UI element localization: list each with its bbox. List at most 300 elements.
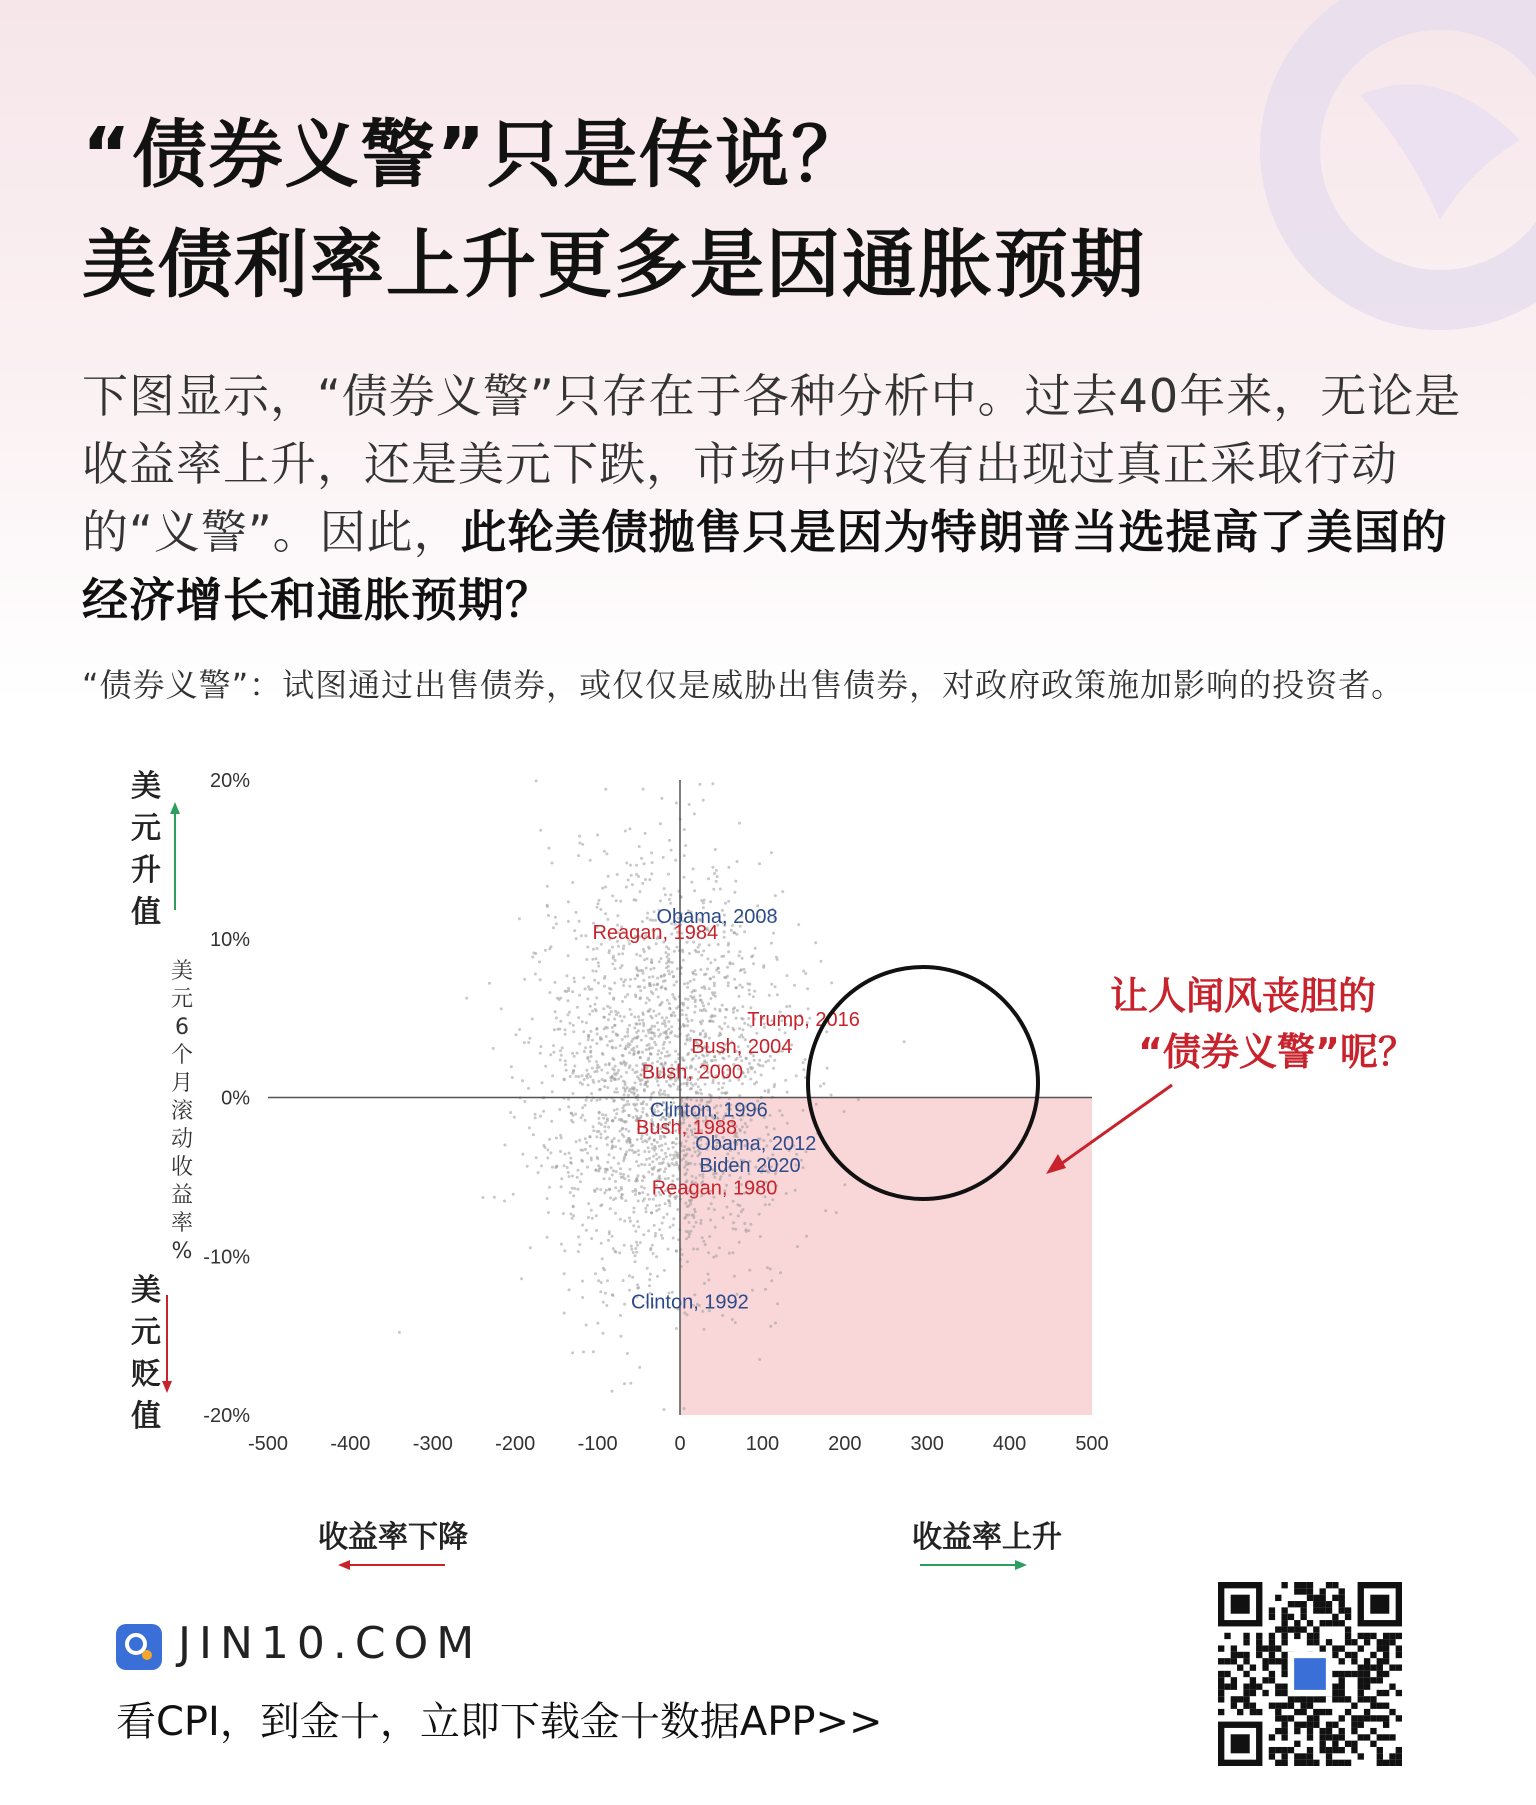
scatter-point	[625, 862, 628, 865]
scatter-point	[616, 1072, 619, 1075]
scatter-point	[713, 984, 716, 987]
scatter-point	[662, 1216, 665, 1219]
scatter-point	[686, 1039, 689, 1042]
scatter-point	[600, 1281, 603, 1284]
scatter-point	[667, 1094, 670, 1097]
scatter-point	[668, 972, 671, 975]
scatter-point	[614, 1065, 617, 1068]
scatter-point	[681, 1253, 684, 1256]
scatter-point	[492, 1047, 495, 1050]
scatter-point	[743, 1222, 746, 1225]
scatter-point	[661, 1022, 664, 1025]
scatter-point	[577, 854, 580, 857]
scatter-point	[653, 1145, 656, 1148]
scatter-point	[668, 1084, 671, 1087]
scatter-point	[742, 1028, 745, 1031]
scatter-point	[686, 982, 689, 985]
scatter-point	[607, 1126, 610, 1129]
scatter-point	[746, 1125, 749, 1128]
x-left-arrowhead	[338, 1560, 350, 1570]
scatter-point	[786, 974, 789, 977]
scatter-point	[602, 1053, 605, 1056]
scatter-point	[535, 1156, 538, 1159]
scatter-point	[599, 908, 602, 911]
scatter-point	[683, 982, 686, 985]
scatter-point	[722, 955, 725, 958]
scatter-point	[843, 1110, 846, 1113]
scatter-point	[604, 1114, 607, 1117]
scatter-point	[617, 1069, 620, 1072]
scatter-point	[576, 1176, 579, 1179]
scatter-point	[743, 971, 746, 974]
scatter-point	[648, 1163, 651, 1166]
scatter-point	[573, 1187, 576, 1190]
scatter-point	[686, 1006, 689, 1009]
scatter-point	[650, 961, 653, 964]
scatter-point	[555, 1017, 558, 1020]
scatter-point	[596, 1099, 599, 1102]
scatter-point	[546, 905, 549, 908]
scatter-point	[539, 829, 542, 832]
scatter-point	[653, 1139, 656, 1142]
scatter-point	[647, 1048, 650, 1051]
scatter-point	[635, 1022, 638, 1025]
scatter-point	[547, 914, 550, 917]
scatter-point	[620, 1188, 623, 1191]
scatter-point	[701, 1236, 704, 1239]
scatter-point	[824, 1209, 827, 1212]
scatter-point	[578, 835, 581, 838]
scatter-point	[731, 1251, 734, 1254]
scatter-point	[611, 1057, 614, 1060]
scatter-point	[564, 1028, 567, 1031]
scatter-point	[633, 1026, 636, 1029]
scatter-point	[659, 822, 662, 825]
scatter-point	[666, 999, 669, 1002]
scatter-point	[830, 1094, 833, 1097]
scatter-point	[754, 947, 757, 950]
scatter-point	[571, 1052, 574, 1055]
scatter-point	[559, 1049, 562, 1052]
x-tick-label: -200	[495, 1433, 536, 1455]
scatter-point	[568, 1011, 571, 1014]
scatter-point	[615, 1170, 618, 1173]
scatter-point	[571, 1351, 574, 1354]
scatter-point	[687, 998, 690, 1001]
scatter-point	[637, 1077, 640, 1080]
scatter-point	[670, 849, 673, 852]
scatter-point	[617, 953, 620, 956]
scatter-point	[635, 1177, 638, 1180]
scatter-point	[668, 1201, 671, 1204]
scatter-point	[748, 1269, 751, 1272]
scatter-point	[709, 900, 712, 903]
scatter-point	[595, 970, 598, 973]
scatter-point	[744, 1122, 747, 1125]
scatter-point	[655, 1204, 658, 1207]
scatter-point	[554, 1010, 557, 1013]
scatter-point	[622, 1135, 625, 1138]
scatter-point	[619, 1015, 622, 1018]
y-top-label: 美 元 升 值	[131, 769, 161, 930]
scatter-point	[784, 1079, 787, 1082]
scatter-point	[621, 1107, 624, 1110]
scatter-point	[682, 1149, 685, 1152]
scatter-point	[595, 1214, 598, 1217]
scatter-point	[645, 1002, 648, 1005]
scatter-point	[626, 993, 629, 996]
scatter-point	[690, 1029, 693, 1032]
scatter-point	[781, 1114, 784, 1117]
scatter-point	[763, 1090, 766, 1093]
scatter-point	[643, 986, 646, 989]
scatter-point	[664, 893, 667, 896]
scatter-point	[709, 1219, 712, 1222]
scatter-point	[638, 1192, 641, 1195]
scatter-point	[748, 989, 751, 992]
y-axis-label: 美 元 6 个 月 滚 动 收 益 率 %	[170, 959, 193, 1264]
scatter-point	[675, 1007, 678, 1010]
x-tick-label: 400	[992, 1433, 1027, 1455]
scatter-point	[651, 992, 654, 995]
scatter-point	[642, 1022, 645, 1025]
scatter-point	[726, 966, 729, 969]
scatter-point	[689, 1230, 692, 1233]
scatter-point	[653, 910, 656, 913]
scatter-point	[694, 1005, 697, 1008]
scatter-point	[554, 1166, 557, 1169]
scatter-point	[650, 1212, 653, 1215]
scatter-point	[665, 1016, 668, 1019]
scatter-point	[584, 1137, 587, 1140]
scatter-point	[652, 1091, 655, 1094]
scatter-point	[647, 1171, 650, 1174]
scatter-point	[610, 1010, 613, 1013]
scatter-point	[551, 1090, 554, 1093]
scatter-point	[686, 986, 689, 989]
scatter-point	[692, 1248, 695, 1251]
scatter-point	[613, 1024, 616, 1027]
scatter-point	[604, 1130, 607, 1133]
scatter-point	[704, 1009, 707, 1012]
scatter-point	[608, 951, 611, 954]
scatter-point	[707, 877, 710, 880]
scatter-point	[601, 1113, 604, 1116]
scatter-point	[612, 998, 615, 1001]
scatter-point	[645, 967, 648, 970]
scatter-point	[611, 1139, 614, 1142]
scatter-point	[663, 1090, 666, 1093]
scatter-point	[605, 1304, 608, 1307]
annotation-label: Obama, 2008	[656, 905, 778, 928]
scatter-point	[672, 975, 675, 978]
scatter-point	[573, 929, 576, 932]
scatter-point	[663, 973, 666, 976]
scatter-point	[634, 1190, 637, 1193]
scatter-point	[592, 1129, 595, 1132]
scatter-point	[667, 1055, 670, 1058]
scatter-point	[481, 1196, 484, 1199]
scatter-point	[643, 1089, 646, 1092]
scatter-point	[584, 1119, 587, 1122]
scatter-point	[706, 957, 709, 960]
scatter-point	[672, 996, 675, 999]
scatter-point	[623, 1015, 626, 1018]
scatter-point	[715, 869, 718, 872]
scatter-point	[622, 984, 625, 987]
scatter-point	[642, 788, 645, 791]
scatter-point	[488, 982, 491, 985]
scatter-point	[638, 1019, 641, 1022]
scatter-point	[686, 1168, 689, 1171]
scatter-point	[666, 1050, 669, 1053]
scatter-point	[575, 1075, 578, 1078]
scatter-point	[753, 1082, 756, 1085]
scatter-point	[648, 878, 651, 881]
scatter-point	[676, 946, 679, 949]
scatter-point	[608, 1188, 611, 1191]
scatter-point	[746, 1068, 749, 1071]
scatter-point	[605, 1189, 608, 1192]
scatter-point	[625, 1103, 628, 1106]
scatter-point	[703, 1328, 706, 1331]
scatter-point	[619, 1314, 622, 1317]
scatter-point	[600, 1136, 603, 1139]
scatter-point	[635, 873, 638, 876]
scatter-point	[560, 1136, 563, 1139]
scatter-point	[539, 1115, 542, 1118]
x-tick-label: 100	[745, 1433, 780, 1455]
scatter-point	[696, 1248, 699, 1251]
scatter-point	[583, 1078, 586, 1081]
scatter-point	[658, 1004, 661, 1007]
scatter-point	[671, 961, 674, 964]
scatter-point	[531, 1017, 534, 1020]
scatter-point	[671, 993, 674, 996]
scatter-point	[602, 1007, 605, 1010]
scatter-point	[727, 866, 730, 869]
scatter-point	[604, 886, 607, 889]
scatter-point	[684, 1202, 687, 1205]
scatter-point	[727, 900, 730, 903]
qr-code-icon[interactable]	[1218, 1582, 1402, 1766]
scatter-point	[785, 1005, 788, 1008]
scatter-point	[629, 864, 632, 867]
scatter-point	[602, 1301, 605, 1304]
scatter-point	[599, 1036, 602, 1039]
site-url[interactable]: JIN10.COM	[178, 1618, 483, 1669]
scatter-point	[788, 1005, 791, 1008]
scatter-point	[715, 1255, 718, 1258]
scatter-point	[581, 1106, 584, 1109]
scatter-point	[776, 958, 779, 961]
scatter-point	[611, 1039, 614, 1042]
scatter-point	[669, 902, 672, 905]
scatter-point	[711, 991, 714, 994]
scatter-point	[641, 1051, 644, 1054]
scatter-point	[690, 881, 693, 884]
scatter-point	[657, 1169, 660, 1172]
scatter-point	[623, 1220, 626, 1223]
scatter-point	[675, 1327, 678, 1330]
scatter-point	[660, 1149, 663, 1152]
scatter-point	[581, 1074, 584, 1077]
scatter-point	[590, 1209, 593, 1212]
scatter-point	[719, 1010, 722, 1013]
scatter-point	[770, 983, 773, 986]
scatter-point	[622, 1173, 625, 1176]
scatter-point	[656, 983, 659, 986]
scatter-point	[611, 1144, 614, 1147]
scatter-point	[661, 985, 664, 988]
scatter-point	[621, 1054, 624, 1057]
scatter-point	[555, 1137, 558, 1140]
annotation-label: Trump, 2016	[747, 1009, 860, 1032]
scatter-point	[565, 990, 568, 993]
scatter-point	[585, 1021, 588, 1024]
scatter-point	[608, 1177, 611, 1180]
scatter-point	[559, 1020, 562, 1023]
scatter-point	[632, 1116, 635, 1119]
scatter-point	[822, 1082, 825, 1085]
scatter-point	[738, 1241, 741, 1244]
intro-bold-text: 此轮美债抛售只是因为特朗普当选提高了美国的经济增长和通胀预期？	[82, 505, 1448, 627]
scatter-point	[614, 1186, 617, 1189]
scatter-point	[648, 1198, 651, 1201]
scatter-point	[613, 1250, 616, 1253]
scatter-point	[724, 1092, 727, 1095]
scatter-point	[765, 1126, 768, 1129]
scatter-point	[684, 1216, 687, 1219]
scatter-point	[723, 1022, 726, 1025]
scatter-point	[571, 1092, 574, 1095]
scatter-point	[630, 1048, 633, 1051]
scatter-point	[694, 949, 697, 952]
scatter-point	[581, 1114, 584, 1117]
x-right-arrowhead	[1015, 1560, 1027, 1570]
scatter-point	[667, 969, 670, 972]
scatter-point	[664, 988, 667, 991]
scatter-point	[857, 1098, 860, 1101]
scatter-point	[668, 1002, 671, 1005]
scatter-point	[623, 1382, 626, 1385]
scatter-point	[563, 1272, 566, 1275]
scatter-point	[648, 1278, 651, 1281]
scatter-point	[658, 1204, 661, 1207]
scatter-point	[606, 1071, 609, 1074]
scatter-point	[534, 1113, 537, 1116]
scatter-point	[631, 1144, 634, 1147]
scatter-point	[641, 969, 644, 972]
scatter-point	[604, 788, 607, 791]
scatter-point	[653, 1224, 656, 1227]
scatter-point	[655, 1153, 658, 1156]
scatter-point	[625, 1045, 628, 1048]
scatter-point	[693, 1011, 696, 1014]
scatter-point	[612, 1156, 615, 1159]
scatter-point	[512, 1193, 515, 1196]
scatter-point	[642, 948, 645, 951]
scatter-point	[726, 975, 729, 978]
scatter-point	[732, 1227, 735, 1230]
scatter-point	[628, 1217, 631, 1220]
scatter-point	[511, 1076, 514, 1079]
scatter-point	[701, 986, 704, 989]
scatter-point	[723, 976, 726, 979]
scatter-point	[539, 1052, 542, 1055]
scatter-point	[601, 1257, 604, 1260]
scatter-point	[731, 1318, 734, 1321]
scatter-point	[637, 1225, 640, 1228]
scatter-point	[632, 1053, 635, 1056]
scatter-point	[660, 1234, 663, 1237]
scatter-point	[741, 1126, 744, 1129]
scatter-point	[597, 1279, 600, 1282]
scatter-point	[627, 1130, 630, 1133]
scatter-point	[613, 1018, 616, 1021]
scatter-point	[700, 999, 703, 1002]
scatter-point	[640, 1185, 643, 1188]
callout-line-2: “债券义警”呢？	[1138, 1030, 1416, 1074]
scatter-point	[681, 950, 684, 953]
scatter-point	[550, 945, 553, 948]
scatter-point	[700, 1022, 703, 1025]
scatter-point	[779, 1271, 782, 1274]
x-tick-label: -500	[247, 1433, 289, 1455]
scatter-point	[592, 1079, 595, 1082]
scatter-point	[580, 934, 583, 937]
scatter-point	[661, 1001, 664, 1004]
scatter-point	[662, 1047, 665, 1050]
scatter-point	[622, 1098, 625, 1101]
scatter-point	[721, 1004, 724, 1007]
scatter-point	[573, 980, 576, 983]
scatter-point	[663, 1269, 666, 1272]
scatter-point	[548, 1138, 551, 1141]
scatter-point	[592, 1350, 595, 1353]
scatter-point	[669, 1154, 672, 1157]
scatter-point	[641, 882, 644, 885]
scatter-point	[611, 894, 614, 897]
scatter-point	[578, 1139, 581, 1142]
scatter-point	[652, 1252, 655, 1255]
scatter-point	[610, 1166, 613, 1169]
scatter-point	[580, 1159, 583, 1162]
scatter-point	[626, 1352, 629, 1355]
scatter-point	[661, 1222, 664, 1225]
scatter-point	[668, 1204, 671, 1207]
scatter-point	[638, 1022, 641, 1025]
scatter-point	[585, 1099, 588, 1102]
scatter-point	[623, 1303, 626, 1306]
scatter-point	[773, 1083, 776, 1086]
scatter-point	[603, 1027, 606, 1030]
scatter-point	[648, 982, 651, 985]
annotation-label: Reagan, 1984	[592, 921, 719, 944]
scatter-point	[609, 1207, 612, 1210]
scatter-point	[576, 1006, 579, 1009]
scatter-point	[582, 1350, 585, 1353]
scatter-point	[774, 985, 777, 988]
scatter-point	[584, 1046, 587, 1049]
scatter-point	[657, 1084, 660, 1087]
scatter-point	[830, 981, 833, 984]
callout-text	[1110, 968, 1416, 1080]
scatter-point	[687, 1147, 690, 1150]
scatter-point	[619, 900, 622, 903]
scatter-point	[667, 1020, 670, 1023]
download-cta[interactable]: 看CPI，到金十，立即下载金十数据APP>>	[116, 1699, 883, 1745]
